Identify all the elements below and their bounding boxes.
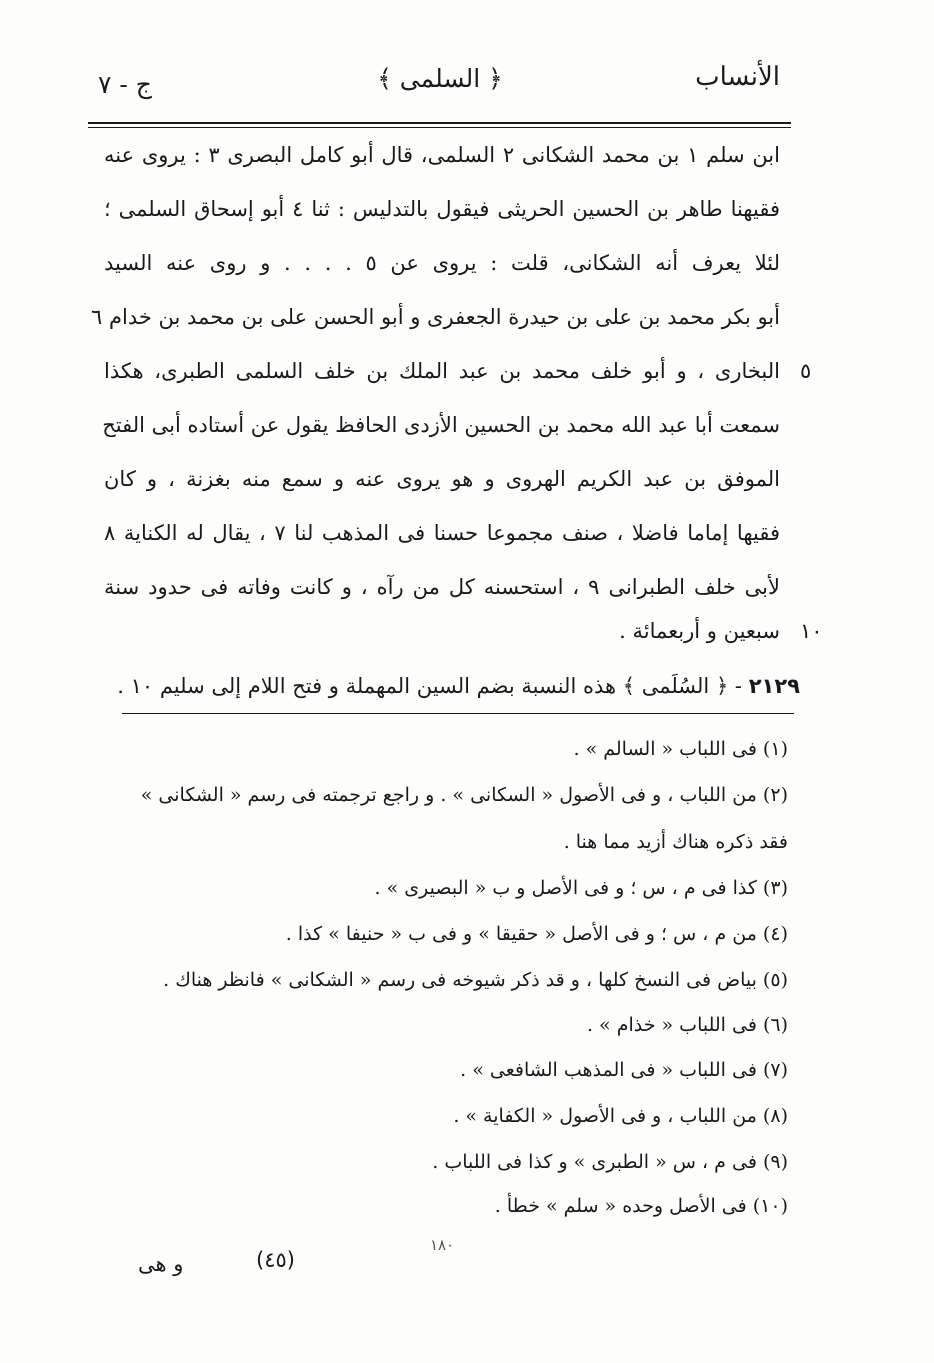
line-number: ١٠ — [800, 619, 823, 643]
body-line: لئلا يعرف أنه الشكانى، قلت : يروى عن ٥ . . . . و روى عنه السيد — [104, 251, 780, 275]
footnote: (٧) فى اللباب « فى المذهب الشافعى » . — [460, 1059, 788, 1081]
footnote: فقد ذكره هناك أزيد مما هنا . — [563, 831, 788, 853]
body-line: لأبى خلف الطبرانى ٩ ، استحسنه كل من رآه ، و كانت وفاته فى حدود سنة — [104, 575, 780, 599]
body-line: ابن سلم ١ بن محمد الشكانى ٢ السلمى، قال أبو كامل البصرى ٣ : يروى عنه — [104, 143, 780, 167]
line-number: ٥ — [800, 359, 812, 383]
entry-text: - ﴿ السُلَمى ﴾ هذه النسبة بضم السين المهملة و فتح اللام إلى سليم ١٠ . — [117, 674, 743, 698]
sheet-number: (٤٥) — [256, 1248, 295, 1272]
body-line: فقيها إماما فاضلا ، صنف مجموعا حسنا فى المذهب لنا ٧ ، يقال له الكناية ٨ — [104, 521, 780, 545]
footnote: (٦) فى اللباب « خذام » . — [586, 1014, 788, 1036]
body-line: الموفق بن عبد الكريم الهروى و هو يروى عنه و سمع منه بغزنة ، و كان — [104, 467, 780, 491]
footnote: (٣) كذا فى م ، س ؛ و فى الأصل و ب « البصيرى » . — [374, 877, 788, 899]
page-mark: ١٨٠ — [430, 1236, 455, 1254]
book-title: الأنساب — [695, 62, 780, 92]
header-rule — [88, 122, 791, 124]
entry-title: ﴿ السلمى ﴾ — [377, 64, 503, 93]
body-line: سبعين و أربعمائة . — [619, 619, 780, 643]
volume-number: ج - ٧ — [98, 70, 152, 99]
footnote-rule — [122, 713, 794, 714]
entry-heading — [110, 668, 800, 704]
signature-catchword: و هى — [138, 1252, 184, 1276]
body-line: سمعت أبا عبد الله محمد بن الحسين الأزدى الحافظ يقول عن أستاده أبى الفتح — [102, 413, 780, 437]
footnote: (٢) من اللباب ، و فى الأصول « السكانى » . و راجع ترجمته فى رسم « الشكانى » — [140, 784, 788, 806]
footnote: (٤) من م ، س ؛ و فى الأصل « حقيقا » و فى ب « حنيفا » كذا . — [285, 923, 788, 945]
footnote: (٩) فى م ، س « الطبرى » و كذا فى اللباب . — [432, 1151, 788, 1173]
header-rule-second — [88, 127, 791, 128]
body-line: البخارى ، و أبو خلف محمد بن عبد الملك بن خلف السلمى الطبرى، هكذا — [104, 359, 780, 383]
body-line: أبو بكر محمد بن على بن حيدرة الجعفرى و أبو الحسن على بن محمد بن خدام ٦ — [91, 305, 780, 329]
footnote: (٨) من اللباب ، و فى الأصول « الكفاية » . — [453, 1105, 788, 1127]
footnote: (١٠) فى الأصل وحده « سلم » خطأ . — [494, 1195, 788, 1217]
footnote: (٥) بياض فى النسخ كلها ، و قد ذكر شيوخه فى رسم « الشكانى » فانظر هناك . — [163, 969, 788, 991]
body-line: فقيهنا طاهر بن الحسين الحريثى فيقول بالتدليس : ثنا ٤ أبو إسحاق السلمى ؛ — [104, 197, 780, 221]
entry-number: ٢١٢٩ — [748, 674, 800, 698]
page-header — [90, 58, 780, 108]
footnote: (١) فى اللباب « السالم » . — [573, 738, 788, 760]
